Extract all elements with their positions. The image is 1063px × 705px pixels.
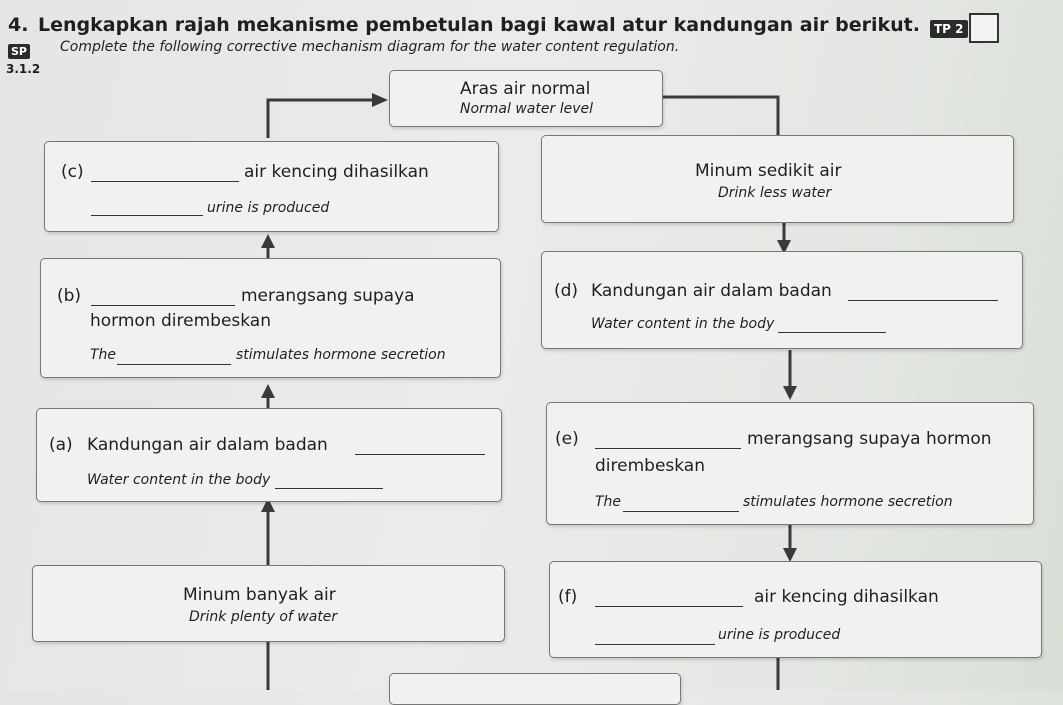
box-c-en: urine is produced [207, 200, 330, 216]
box-e-en-pre: The [595, 494, 622, 510]
box-b-label: (b) [57, 286, 82, 306]
drink-plenty-water-ms: Minum banyak air [183, 585, 336, 605]
box-f-ms: air kencing dihasilkan [754, 587, 939, 607]
arrow-right-icon [372, 93, 388, 107]
question-number: 4. [8, 14, 29, 36]
box-d [541, 251, 1023, 349]
connector-left-to-normal [268, 100, 372, 138]
answer-blank-f[interactable] [595, 605, 743, 607]
tp-badge: TP 2 [930, 20, 968, 38]
arrow-down-icon [783, 386, 797, 400]
sp-badge: SP [8, 44, 30, 59]
answer-blank-c[interactable] [91, 180, 239, 182]
box-e-en-post: stimulates hormone secretion [743, 494, 953, 510]
box-drink-plenty-water [32, 565, 505, 642]
box-f [549, 561, 1042, 658]
answer-blank-a[interactable] [355, 453, 485, 455]
box-c-ms: air kencing dihasilkan [244, 162, 429, 182]
answer-blank-b-en[interactable] [117, 363, 231, 365]
box-drink-less-water [541, 135, 1014, 223]
box-b-ms-line2: hormon dirembeskan [90, 311, 271, 331]
box-c-label: (c) [61, 162, 84, 182]
normal-water-level-en: Normal water level [460, 101, 593, 117]
drink-less-water-en: Drink less water [718, 185, 832, 201]
box-bottom-partial [389, 673, 681, 705]
connector-normal-to-right [660, 97, 778, 135]
answer-blank-a-en[interactable] [275, 487, 383, 489]
answer-blank-d[interactable] [848, 299, 998, 301]
box-d-label: (d) [554, 281, 579, 301]
answer-blank-d-en[interactable] [778, 331, 886, 333]
arrow-up-icon [261, 384, 275, 398]
arrow-up-icon [261, 234, 275, 248]
box-b-ms-line1: merangsang supaya [241, 286, 415, 306]
answer-blank-f-en[interactable] [595, 643, 715, 645]
answer-blank-c-en[interactable] [91, 214, 203, 216]
box-e [546, 402, 1034, 525]
box-normal-water-level [389, 70, 663, 127]
question-text-ms: Lengkapkan rajah mekanisme pembetulan bagi kawal atur kandungan air berikut. [38, 14, 920, 36]
answer-blank-e-en[interactable] [623, 510, 739, 512]
box-d-ms: Kandungan air dalam badan [591, 281, 832, 301]
box-f-en: urine is produced [718, 627, 841, 643]
box-f-label: (f) [558, 587, 578, 607]
box-a-label: (a) [49, 435, 73, 455]
box-a [36, 408, 502, 502]
box-b-en-post: stimulates hormone secretion [236, 347, 446, 363]
box-b [40, 258, 501, 378]
answer-blank-e[interactable] [595, 447, 741, 449]
normal-water-level-ms: Aras air normal [460, 79, 591, 99]
box-c [44, 141, 499, 232]
box-b-en-pre: The [90, 347, 117, 363]
box-e-ms-line2: dirembeskan [595, 456, 705, 476]
drink-plenty-water-en: Drink plenty of water [189, 609, 338, 625]
sp-code: 3.1.2 [6, 62, 41, 76]
arrow-down-icon [783, 548, 797, 562]
box-e-ms-line1: merangsang supaya hormon [747, 429, 992, 449]
drink-less-water-ms: Minum sedikit air [695, 161, 842, 181]
answer-blank-b[interactable] [91, 304, 235, 306]
box-d-en: Water content in the body [591, 316, 775, 332]
question-text-en: Complete the following corrective mechanism diagram for the water content regulation. [60, 39, 680, 55]
box-a-en: Water content in the body [87, 472, 271, 488]
box-e-label: (e) [555, 429, 579, 449]
box-a-ms: Kandungan air dalam badan [87, 435, 328, 455]
